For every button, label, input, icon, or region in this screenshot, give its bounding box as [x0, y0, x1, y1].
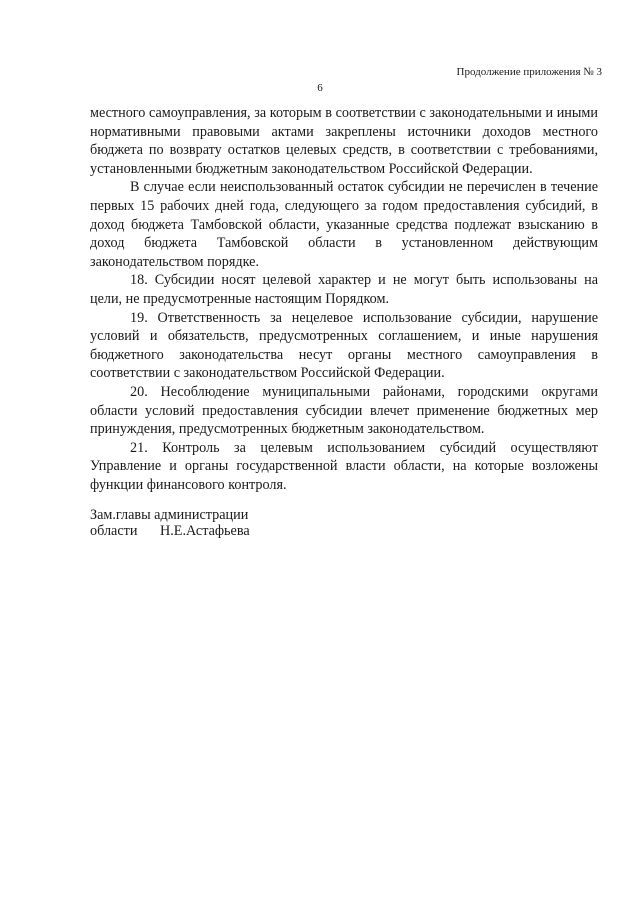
appendix-continuation-note: Продолжение приложения № 3	[456, 66, 602, 78]
paragraph-18: 18. Субсидии носят целевой характер и не могут быть использованы на цели, не предусмотренные настоящим Порядком.	[90, 272, 598, 307]
paragraph-21: 21. Контроль за целевым использованием субсидий осуществляют Управление и органы государственной власти области, на которые возложены функции финансового контроля.	[90, 439, 598, 493]
paragraph-continuation: местного самоуправления, за которым в соответствии с законодательными и иными нормативными правовыми актами закреплены источники доходов местного бюджета по возврату остатков целевых средств, в соответствии с требованиями, установленными бюджетным законодательством Российской Федерации.	[90, 105, 598, 177]
page-number: 6	[317, 82, 323, 94]
signatory-organization: области	[90, 523, 138, 539]
document-body	[90, 104, 598, 494]
signatory-line	[90, 523, 250, 539]
signatory-position: Зам.главы администрации	[90, 507, 249, 523]
signature-block	[90, 507, 250, 539]
paragraph-unspent-balance: В случае если неиспользованный остаток субсидии не перечислен в течение первых 15 рабочих дней года, следующего за годом предоставления субсидий, в доход бюджета Тамбовской области, указанные средства подлежат взысканию в доход бюджета Тамбовской области в установленном действующим законодательством порядке.	[90, 179, 598, 270]
paragraph-20: 20. Несоблюдение муниципальными районами, городскими округами области условий предоставления субсидии влечет применение бюджетных мер принуждения, предусмотренных бюджетным законодательством.	[90, 383, 598, 438]
paragraph-19: 19. Ответственность за нецелевое использование субсидии, нарушение условий и обязательств, предусмотренных соглашением, и иные нарушения бюджетного законодательства несут органы местного самоуправления в соответствии с законодательством Российской Федерации.	[90, 309, 598, 382]
signatory-name: Н.Е.Астафьева	[160, 523, 250, 539]
